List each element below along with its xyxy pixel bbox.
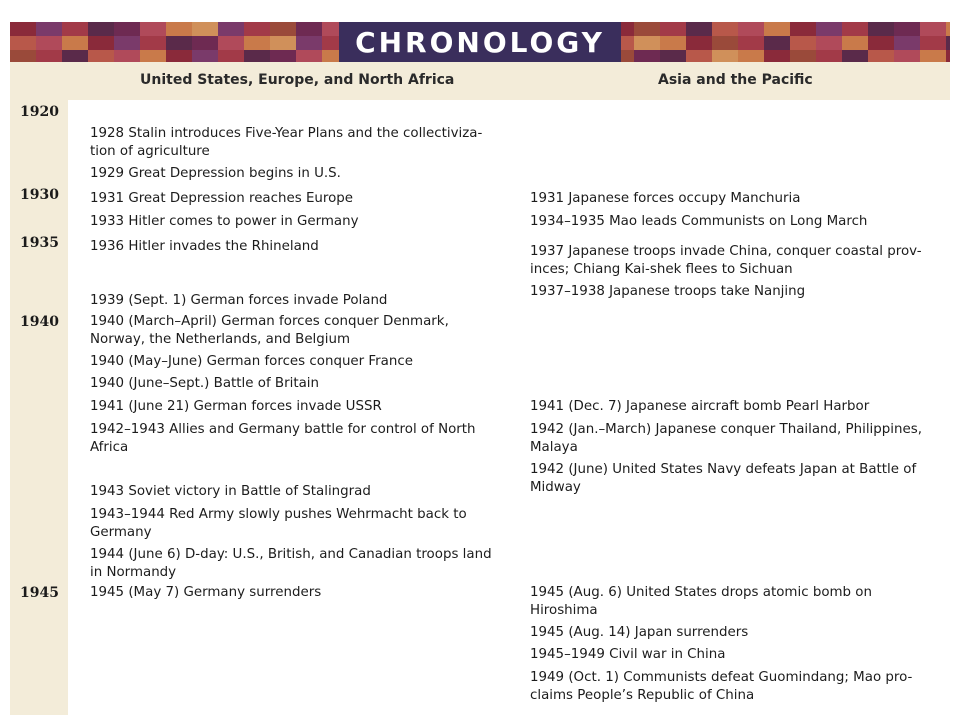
event-entry: 1929 Great Depression begins in U.S.: [90, 166, 341, 181]
event-entry: 1940 (June–Sept.) Battle of Britain: [90, 376, 319, 391]
event-entry: 1937 Japanese troops invade China, conquer coastal prov- inces; Chiang Kai-shek flees to Sichuan: [530, 244, 922, 277]
event-entry: 1933 Hitler comes to power in Germany: [90, 214, 359, 229]
event-entry: 1940 (March–April) German forces conquer Denmark, Norway, the Netherlands, and Belgium: [90, 314, 449, 347]
year-label: 1945: [20, 585, 59, 601]
year-label: 1920: [20, 104, 59, 120]
event-entry: 1944 (June 6) D-day: U.S., British, and Canadian troops land in Normandy: [90, 547, 492, 580]
event-entry: 1945–1949 Civil war in China: [530, 647, 726, 662]
header-right-region: Asia and the Pacific: [658, 72, 813, 88]
event-entry: 1949 (Oct. 1) Communists defeat Guomindang; Mao pro- claims People’s Republic of China: [530, 670, 913, 703]
event-entry: 1937–1938 Japanese troops take Nanjing: [530, 284, 806, 299]
header-left-region: United States, Europe, and North Africa: [140, 72, 455, 88]
event-entry: 1941 (Dec. 7) Japanese aircraft bomb Pearl Harbor: [530, 399, 870, 414]
event-entry: 1939 (Sept. 1) German forces invade Poland: [90, 293, 388, 308]
event-entry: 1928 Stalin introduces Five-Year Plans and the collectiviza- tion of agriculture: [90, 126, 483, 159]
event-entry: 1943–1944 Red Army slowly pushes Wehrmacht back to Germany: [90, 507, 467, 540]
event-entry: 1936 Hitler invades the Rhineland: [90, 239, 319, 254]
event-entry: 1942 (June) United States Navy defeats Japan at Battle of Midway: [530, 462, 917, 495]
event-entry: 1945 (Aug. 14) Japan surrenders: [530, 625, 749, 640]
event-entry: 1931 Japanese forces occupy Manchuria: [530, 191, 801, 206]
year-label: 1930: [20, 187, 59, 203]
event-entry: 1934–1935 Mao leads Communists on Long March: [530, 214, 868, 229]
event-entry: 1945 (May 7) Germany surrenders: [90, 585, 322, 600]
event-entry: 1942 (Jan.–March) Japanese conquer Thailand, Philippines, Malaya: [530, 422, 922, 455]
event-entry: 1941 (June 21) German forces invade USSR: [90, 399, 382, 414]
event-entry: 1940 (May–June) German forces conquer France: [90, 354, 413, 369]
page-title: CHRONOLOGY: [339, 22, 621, 62]
banner-title-box: [10, 22, 950, 62]
year-label: 1940: [20, 314, 59, 330]
event-entry: 1931 Great Depression reaches Europe: [90, 191, 354, 206]
event-entry: 1945 (Aug. 6) United States drops atomic bomb on Hiroshima: [530, 585, 872, 618]
chronology-banner: [10, 22, 950, 62]
event-entry: 1942–1943 Allies and Germany battle for control of North Africa: [90, 422, 476, 455]
event-entry: 1943 Soviet victory in Battle of Stalingrad: [90, 484, 371, 499]
year-label: 1935: [20, 235, 59, 251]
